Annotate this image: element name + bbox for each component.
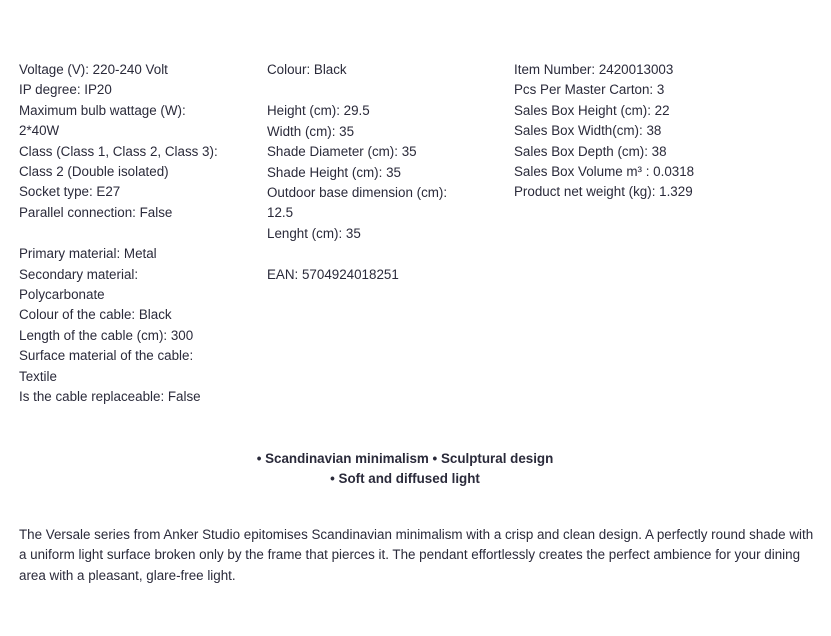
spec-max-wattage-value: 2*40W [19,123,60,139]
spec-voltage: Voltage (V): 220-240 Volt [19,62,168,77]
spacer [267,244,502,265]
spec-secondary-material-value: Polycarbonate [19,286,105,302]
spec-cable-length: Length of the cable (cm): 300 [19,327,194,343]
spec-ean: EAN: 5704924018251 [267,267,399,283]
feature-highlights [0,449,810,490]
spec-class-value: Class 2 (Double isolated) [19,164,169,180]
spec-length: Lenght (cm): 35 [267,225,361,241]
spec-class-label: Class (Class 1, Class 2, Class 3): [19,143,218,159]
spec-net-weight: Product net weight (kg): 1.329 [514,184,693,200]
spec-shade-diameter: Shade Diameter (cm): 35 [267,144,417,160]
spacer [19,223,254,244]
spec-primary-material: Primary material: Metal [19,246,157,262]
spec-base-dimension-value: 12.5 [267,205,294,221]
spec-pcs-per-carton: Pcs Per Master Carton: 3 [514,82,665,98]
spec-box-width: Sales Box Width(cm): 38 [514,123,662,139]
spec-base-dimension-label: Outdoor base dimension (cm): [267,184,448,200]
spec-cable-surface-label: Surface material of the cable: [19,348,194,364]
spec-box-depth: Sales Box Depth (cm): 38 [514,143,667,159]
spec-parallel-connection: Parallel connection: False [19,204,173,220]
product-description: The Versale series from Anker Studio epitomises Scandinavian minimalism with a crisp and clean design. A perfectly round shade with a uniform light surface broken only by the frame that pierces it. The pendant effortlessly creates the perfect ambience for your dining area with a pleasant, glare-free light. [19,527,814,583]
spec-column-dimensions [267,60,502,285]
spec-cable-replaceable: Is the cable replaceable: False [19,388,201,404]
spacer [267,80,502,101]
spec-item-number: Item Number: 2420013003 [514,62,674,77]
feature-line-2: • Soft and diffused light [330,471,480,487]
spec-height: Height (cm): 29.5 [267,103,370,119]
spec-cable-colour: Colour of the cable: Black [19,307,172,323]
spec-colour: Colour: Black [267,62,347,77]
spec-cable-surface-value: Textile [19,368,57,384]
feature-line-1: • Scandinavian minimalism • Sculptural design [256,451,554,466]
spec-ip-degree: IP degree: IP20 [19,82,112,98]
spec-shade-height: Shade Height (cm): 35 [267,164,401,180]
spec-secondary-material-label: Secondary material: [19,266,139,282]
spec-max-wattage-label: Maximum bulb wattage (W): [19,102,186,118]
spec-box-volume: Sales Box Volume m³ : 0.0318 [514,164,695,180]
spec-socket-type: Socket type: E27 [19,184,121,200]
spec-width: Width (cm): 35 [267,123,355,139]
spec-column-logistics [514,60,814,203]
spec-box-height: Sales Box Height (cm): 22 [514,102,670,118]
spec-column-electrical-materials [19,60,254,407]
